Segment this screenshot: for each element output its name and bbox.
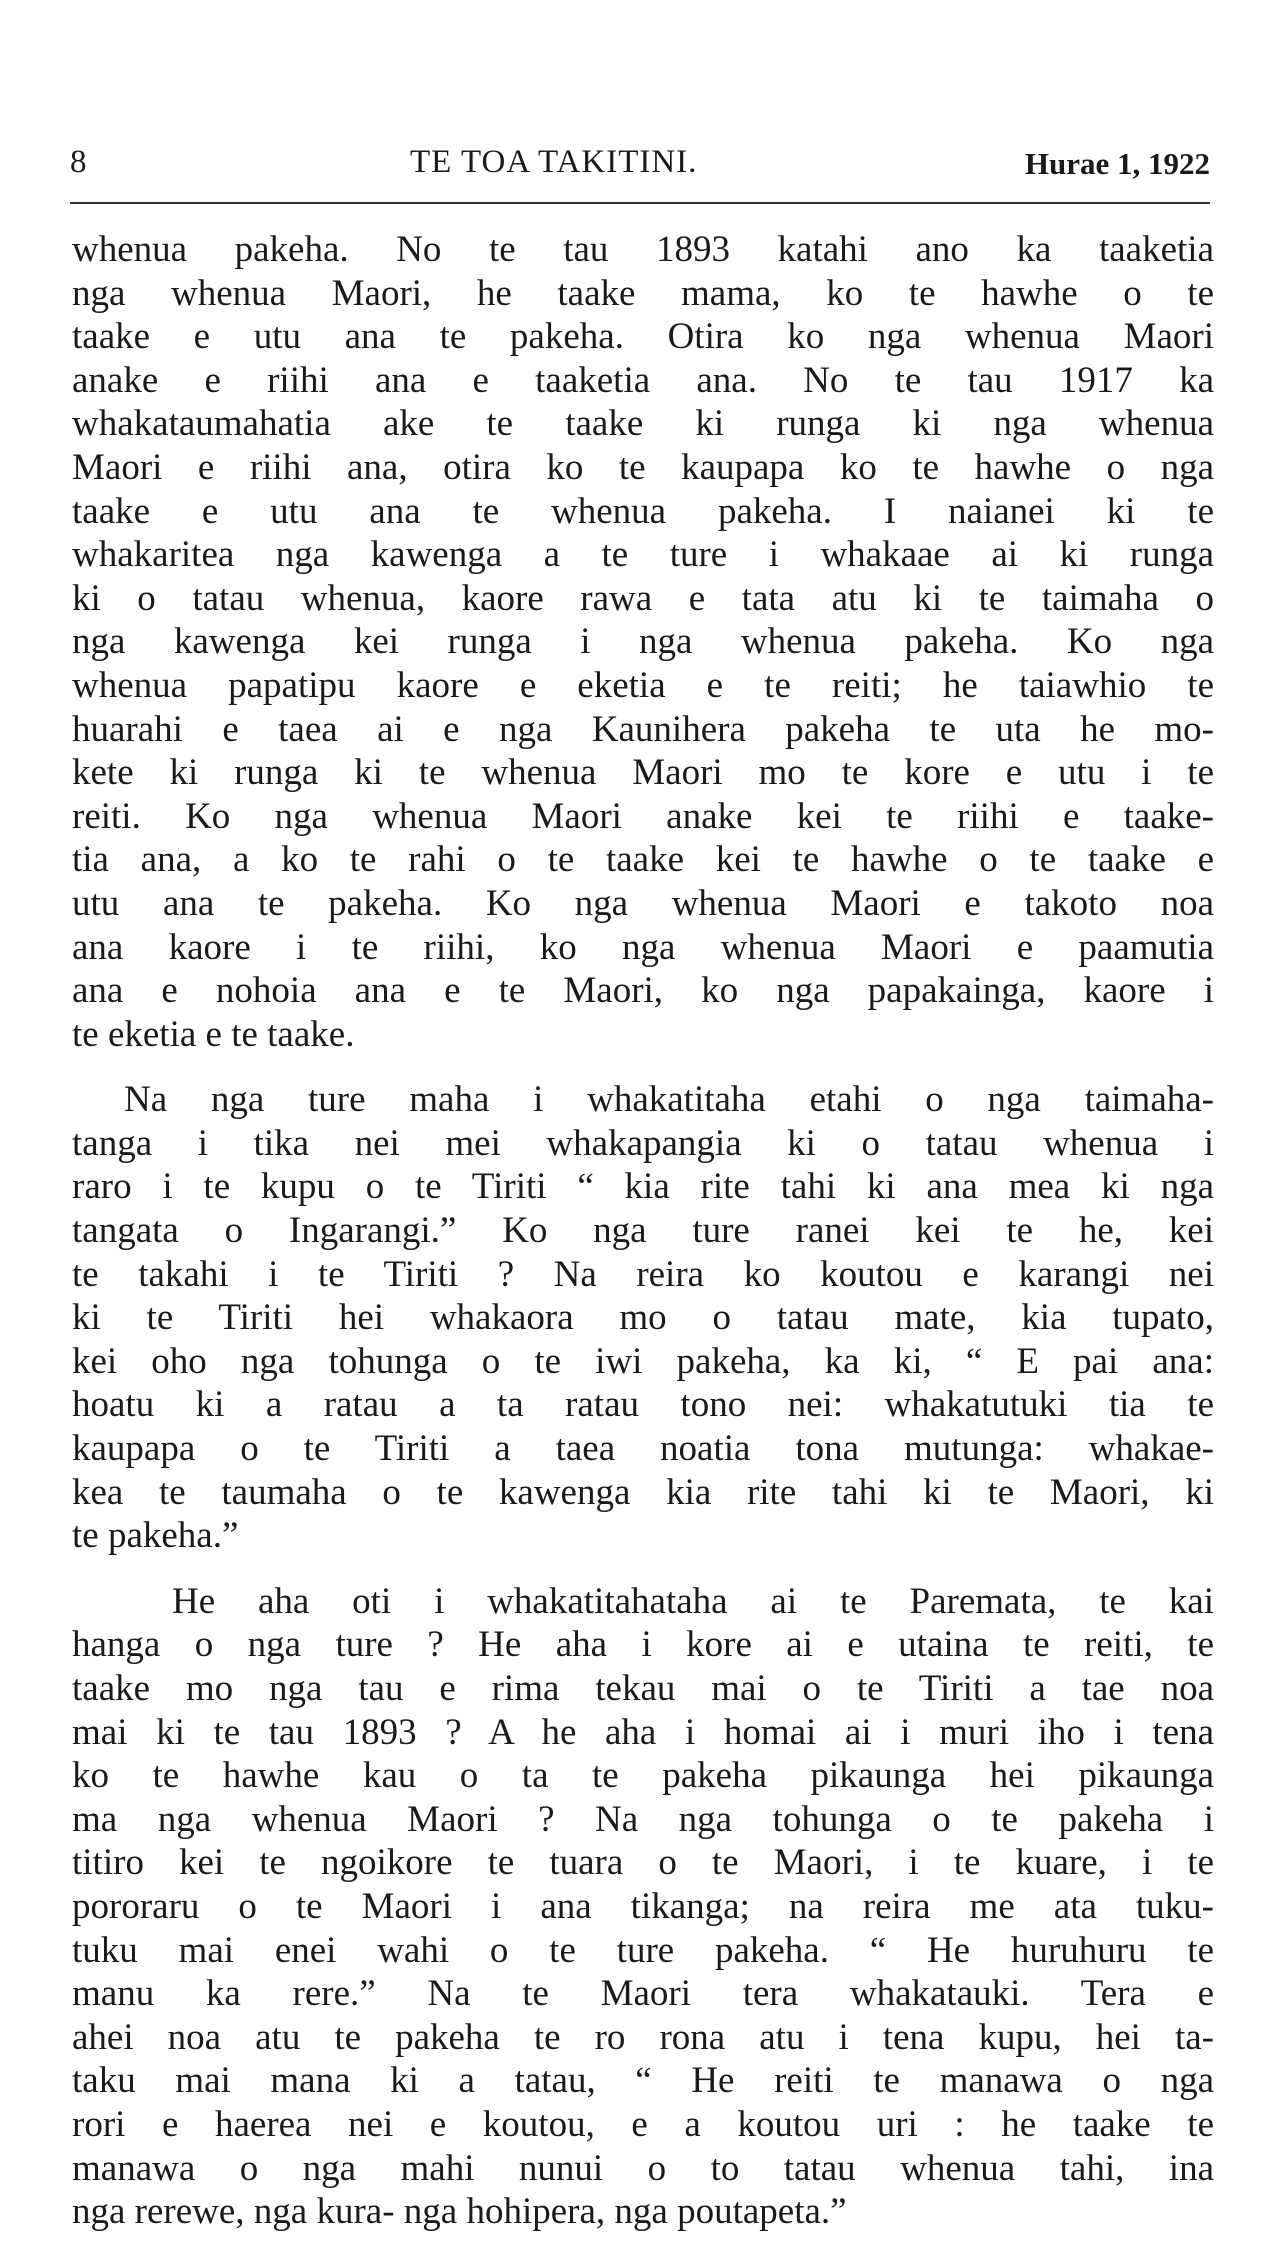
article-paragraph [72,228,1214,1056]
text-line: whakataumahatia ake te taake ki runga ki nga whenua [72,403,1214,445]
text-line: nga kawenga kei runga i nga whenua pakeha. Ko nga [72,621,1214,663]
text-line: kete ki runga ki te whenua Maori mo te kore e utu i te [72,752,1214,794]
text-line: ana e nohoia ana e te Maori, ko nga papakainga, kaore i [72,970,1214,1012]
text-line: hanga o nga ture ? He aha i kore ai e utaina te reiti, te [72,1624,1214,1666]
text-line: whenua pakeha. No te tau 1893 katahi ano ka taaketia [72,229,1214,270]
article-paragraph [72,1580,1214,2234]
text-line: te eketia e te taake. [72,1013,355,1055]
text-line: raro i te kupu o te Tiriti “ kia rite tahi ki ana mea ki nga [72,1166,1214,1208]
text-line: ma nga whenua Maori ? Na nga tohunga o te pakeha i [72,1798,1214,1840]
text-line: mai ki te tau 1893 ? A he aha i homai ai i muri iho i tena [72,1711,1214,1753]
text-line: nga rerewe, nga kura- nga hohipera, nga poutapeta.” [72,2191,847,2233]
text-line: Maori e riihi ana, otira ko te kaupapa ko te hawhe o nga [72,446,1214,488]
text-line: ki o tatau whenua, kaore rawa e tata atu ki te taimaha o [72,577,1214,619]
text-line: utu ana te pakeha. Ko nga whenua Maori e takoto noa [72,882,1214,924]
text-line: te pakeha.” [72,1515,239,1557]
text-line: reiti. Ko nga whenua Maori anake kei te riihi e taake- [72,795,1214,837]
text-line: tuku mai enei wahi o te ture pakeha. “ He huruhuru te [72,1929,1214,1971]
text-line: manu ka rere.” Na te Maori tera whakatauki. Tera e [72,1973,1214,2015]
text-line: He aha oti i whakatitahataha ai te Paremata, te kai [172,1580,1214,1622]
running-title: TE TOA TAKITINI. [410,144,698,180]
text-line: taake e utu ana te whenua pakeha. I naianei ki te [72,490,1214,532]
text-line: ana kaore i te riihi, ko nga whenua Maori e paamutia [72,926,1214,968]
article-paragraph [72,1078,1214,1558]
text-line: kei oho nga tohunga o te iwi pakeha, ka ki, “ E pai ana: [72,1340,1214,1382]
text-line: rori e haerea nei e koutou, e a koutou uri : he taake te [72,2103,1214,2145]
text-line: tanga i tika nei mei whakapangia ki o tatau whenua i [72,1122,1214,1164]
text-line: Na nga ture maha i whakatitaha etahi o nga taimaha- [124,1079,1214,1121]
text-line: manawa o nga mahi nunui o to tatau whenua tahi, ina [72,2147,1214,2189]
text-line: whakaritea nga kawenga a te ture i whakaae ai ki runga [72,534,1214,576]
text-line: kea te taumaha o te kawenga kia rite tahi ki te Maori, ki [72,1471,1214,1513]
header-rule [70,202,1210,204]
text-line: taake mo nga tau e rima tekau mai o te Tiriti a tae noa [72,1668,1214,1709]
text-line: ko te hawhe kau o ta te pakeha pikaunga hei pikaunga [72,1755,1214,1797]
text-line: whenua papatipu kaore e eketia e te reiti; he taiawhio te [72,664,1214,706]
issue-date: Hurae 1, 1922 [1024,146,1210,181]
text-line: nga whenua Maori, he taake mama, ko te hawhe o te [72,272,1214,314]
text-line: huarahi e taea ai e nga Kaunihera pakeha te uta he mo- [72,708,1214,750]
text-line: pororaru o te Maori i ana tikanga; na reira me ata tuku- [72,1885,1214,1927]
text-line: taake e utu ana te pakeha. Otira ko nga whenua Maori [72,316,1214,358]
page-header [70,142,1210,192]
text-line: titiro kei te ngoikore te tuara o te Maori, i te kuare, i te [72,1842,1214,1884]
text-line: taku mai mana ki a tatau, “ He reiti te manawa o nga [72,2060,1214,2102]
text-line: tia ana, a ko te rahi o te taake kei te hawhe o te taake e [72,839,1214,881]
text-line: anake e riihi ana e taaketia ana. No te tau 1917 ka [72,359,1214,401]
page-number: 8 [70,144,87,180]
text-line: hoatu ki a ratau a ta ratau tono nei: whakatutuki tia te [72,1384,1214,1426]
text-line: te takahi i te Tiriti ? Na reira ko koutou e karangi nei [72,1253,1214,1295]
text-line: tangata o Ingarangi.” Ko nga ture ranei kei te he, kei [72,1210,1214,1252]
text-line: ki te Tiriti hei whakaora mo o tatau mate, kia tupato, [72,1297,1214,1339]
text-line: kaupapa o te Tiriti a taea noatia tona mutunga: whakae- [72,1428,1214,1470]
article-body [72,228,1214,2234]
text-line: ahei noa atu te pakeha te ro rona atu i tena kupu, hei ta- [72,2016,1214,2058]
